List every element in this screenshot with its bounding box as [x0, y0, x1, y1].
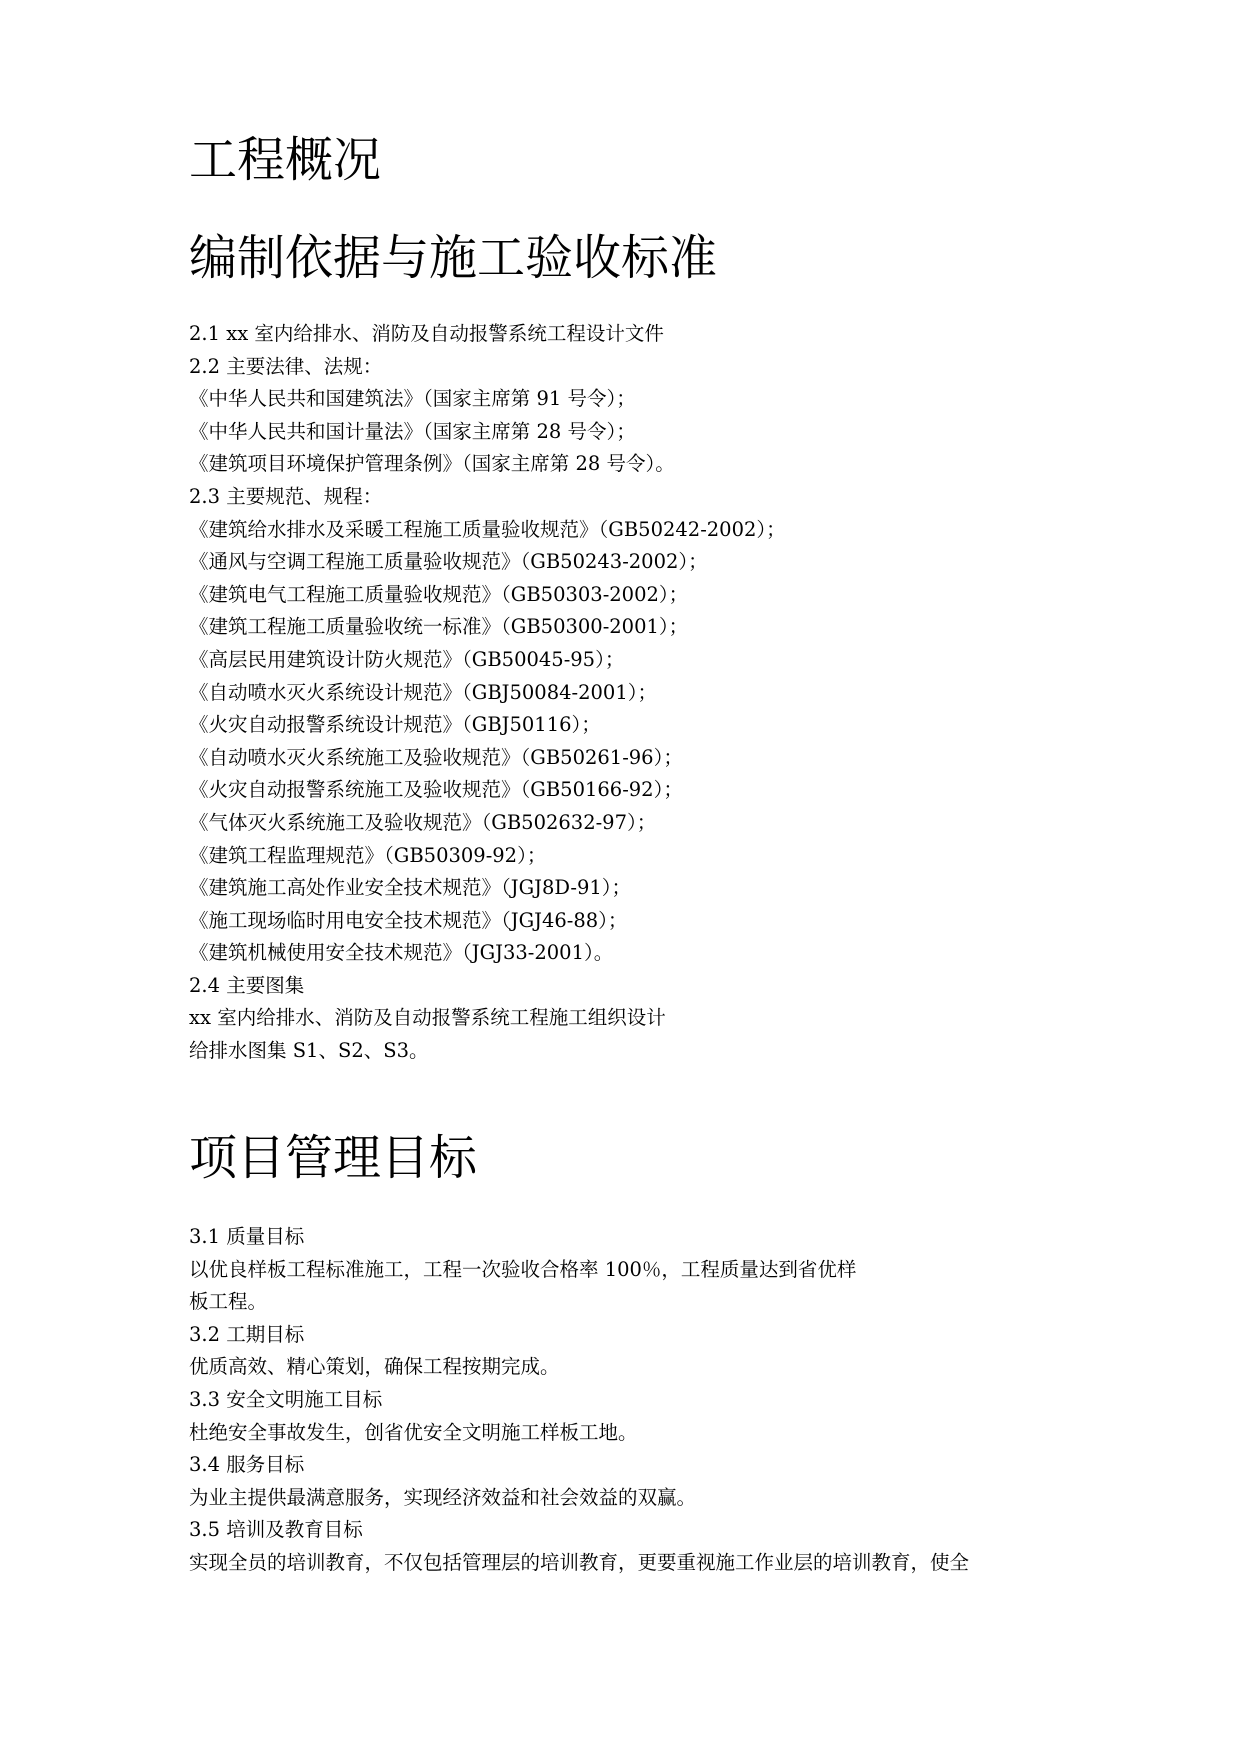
text-line: 《火灾自动报警系统施工及验收规范》（GB50166-92）； — [189, 778, 683, 802]
text-line: 《建筑工程施工质量验收统一标准》（GB50300-2001）； — [189, 615, 689, 639]
text-line: 《中华人民共和国计量法》（国家主席第 28 号令）； — [189, 419, 636, 443]
text-line: 《通风与空调工程施工质量验收规范》（GB50243-2002）； — [189, 550, 708, 574]
text-line: 3.5 培训及教育目标 — [189, 1518, 363, 1542]
text-line: 《建筑工程监理规范》（GB50309-92）； — [189, 843, 547, 867]
text-line: 实现全员的培训教育，不仅包括管理层的培训教育，更要重视施工作业层的培训教育，使全 — [189, 1550, 970, 1574]
text-line: 3.4 服务目标 — [189, 1453, 305, 1477]
text-line: 杜绝安全事故发生，创省优安全文明施工样板工地。 — [189, 1420, 638, 1444]
text-line: 《建筑施工高处作业安全技术规范》（JGJ8D-91）； — [189, 876, 632, 900]
heading-management-goals: 项目管理目标 — [189, 1130, 478, 1186]
text-line: 以优良样板工程标准施工，工程一次验收合格率 100％，工程质量达到省优样 — [189, 1257, 857, 1281]
text-line: 《建筑电气工程施工质量验收规范》（GB50303-2002）； — [189, 582, 689, 606]
text-line: 给排水图集 S1、S2、S3。 — [189, 1039, 429, 1063]
text-line: 《高层民用建筑设计防火规范》（GB50045-95）； — [189, 647, 625, 671]
text-line: 2.4 主要图集 — [189, 973, 305, 997]
text-line: 《火灾自动报警系统设计规范》（GBJ50116）； — [189, 713, 601, 737]
text-line: 《中华人民共和国建筑法》（国家主席第 91 号令）； — [189, 387, 636, 411]
heading-basis-and-standards: 编制依据与施工验收标准 — [189, 230, 718, 286]
text-line: 优质高效、精心策划，确保工程按期完成。 — [189, 1355, 560, 1379]
text-line: xx 室内给排水、消防及自动报警系统工程施工组织设计 — [189, 1006, 666, 1030]
text-line: 《建筑机械使用安全技术规范》（JGJ33-2001）。 — [189, 941, 614, 965]
text-line: 《建筑给水排水及采暖工程施工质量验收规范》（GB50242-2002）； — [189, 517, 786, 541]
text-line: 《气体灭火系统施工及验收规范》（GB502632-97）； — [189, 810, 657, 834]
text-line: 《自动喷水灭火系统施工及验收规范》（GB50261-96）； — [189, 745, 683, 769]
text-line: 《建筑项目环境保护管理条例》（国家主席第 28 号令）。 — [189, 452, 675, 476]
heading-project-overview: 工程概况 — [189, 132, 382, 188]
section-management-goals — [189, 1221, 1089, 1580]
text-line: 2.3 主要规范、规程： — [189, 484, 383, 508]
section-basis-and-standards — [189, 318, 1089, 1068]
text-line: 板工程。 — [189, 1290, 268, 1314]
text-line: 3.1 质量目标 — [189, 1225, 305, 1248]
text-line: 《自动喷水灭火系统设计规范》（GBJ50084-2001）； — [189, 680, 657, 704]
text-line: 2.2 主要法律、法规： — [189, 354, 383, 378]
text-line: 3.2 工期目标 — [189, 1322, 305, 1346]
text-line: 为业主提供最满意服务，实现经济效益和社会效益的双赢。 — [189, 1485, 697, 1509]
text-line: 《施工现场临时用电安全技术规范》（JGJ46-88）； — [189, 908, 628, 932]
text-line: 2.1 xx 室内给排水、消防及自动报警系统工程设计文件 — [189, 322, 664, 345]
text-line: 3.3 安全文明施工目标 — [189, 1387, 383, 1411]
